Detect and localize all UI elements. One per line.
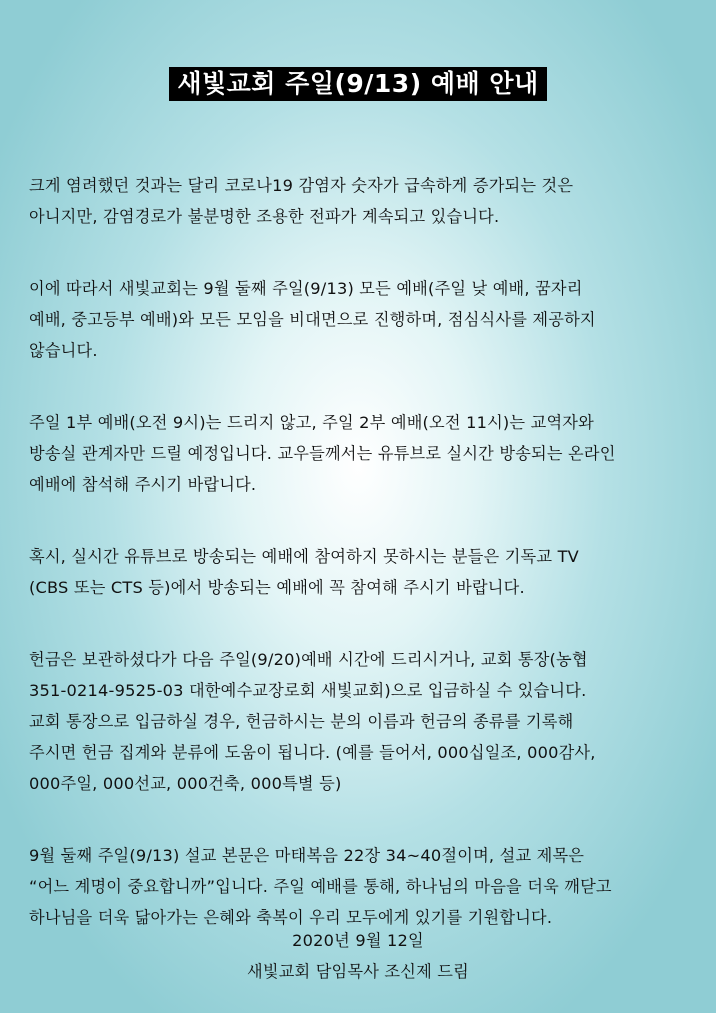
text-line: 예배에 참석해 주시기 바랍니다. <box>29 475 257 494</box>
signature-date: 2020년 9월 12일 <box>292 931 424 950</box>
paragraph-service-schedule <box>29 407 694 500</box>
signature-block <box>0 925 716 987</box>
text-line: “어느 계명이 중요합니까”입니다. 주일 예배를 통해, 하나님의 마음을 더욱 깨닫고 <box>29 877 612 896</box>
text-line: 않습니다. <box>29 341 98 360</box>
paragraph-online-worship <box>29 273 694 366</box>
paragraph-offering <box>29 644 694 799</box>
text-line: 000주일, 000선교, 000건축, 000특별 등) <box>29 774 342 793</box>
paragraph-tv-broadcast <box>29 541 694 603</box>
text-line: 351-0214-9525-03 대한예수교장로회 새빛교회)으로 입금하실 수 있습니다. <box>29 681 587 700</box>
title-container <box>0 67 716 101</box>
text-line: 혹시, 실시간 유튜브로 방송되는 예배에 참여하지 못하시는 분들은 기독교 TV <box>29 547 579 566</box>
text-line: 아니지만, 감염경로가 불분명한 조용한 전파가 계속되고 있습니다. <box>29 207 500 226</box>
page-title: 새빛교회 주일(9/13) 예배 안내 <box>169 67 546 101</box>
notice-body <box>29 170 694 974</box>
text-line: 이에 따라서 새빛교회는 9월 둘째 주일(9/13) 모든 예배(주일 낮 예배, 꿈자리 <box>29 279 583 298</box>
text-line: 헌금은 보관하셨다가 다음 주일(9/20)예배 시간에 드리시거나, 교회 통장(농협 <box>29 650 588 669</box>
paragraph-sermon <box>29 840 694 933</box>
signature-author: 새빛교회 담임목사 조신제 드림 <box>247 962 469 981</box>
text-line: 예배, 중고등부 예배)와 모든 모임을 비대면으로 진행하며, 점심식사를 제공하지 <box>29 310 596 329</box>
text-line: (CBS 또는 CTS 등)에서 방송되는 예배에 꼭 참여해 주시기 바랍니다. <box>29 578 525 597</box>
text-line: 방송실 관계자만 드릴 예정입니다. 교우들께서는 유튜브로 실시간 방송되는 온라인 <box>29 444 616 463</box>
text-line: 하나님을 더욱 닮아가는 은혜와 축복이 우리 모두에게 있기를 기원합니다. <box>29 908 553 927</box>
text-line: 9월 둘째 주일(9/13) 설교 본문은 마태복음 22장 34~40절이며, 설교 제목은 <box>29 846 585 865</box>
text-line: 주일 1부 예배(오전 9시)는 드리지 않고, 주일 2부 예배(오전 11시)는 교역자와 <box>29 413 594 432</box>
text-line: 교회 통장으로 입금하실 경우, 헌금하시는 분의 이름과 헌금의 종류를 기록해 <box>29 712 574 731</box>
text-line: 주시면 헌금 집계와 분류에 도움이 됩니다. (예를 들어서, 000십일조, 000감사, <box>29 743 596 762</box>
paragraph-covid-status <box>29 170 694 232</box>
text-line: 크게 염려했던 것과는 달리 코로나19 감염자 숫자가 급속하게 증가되는 것은 <box>29 176 574 195</box>
